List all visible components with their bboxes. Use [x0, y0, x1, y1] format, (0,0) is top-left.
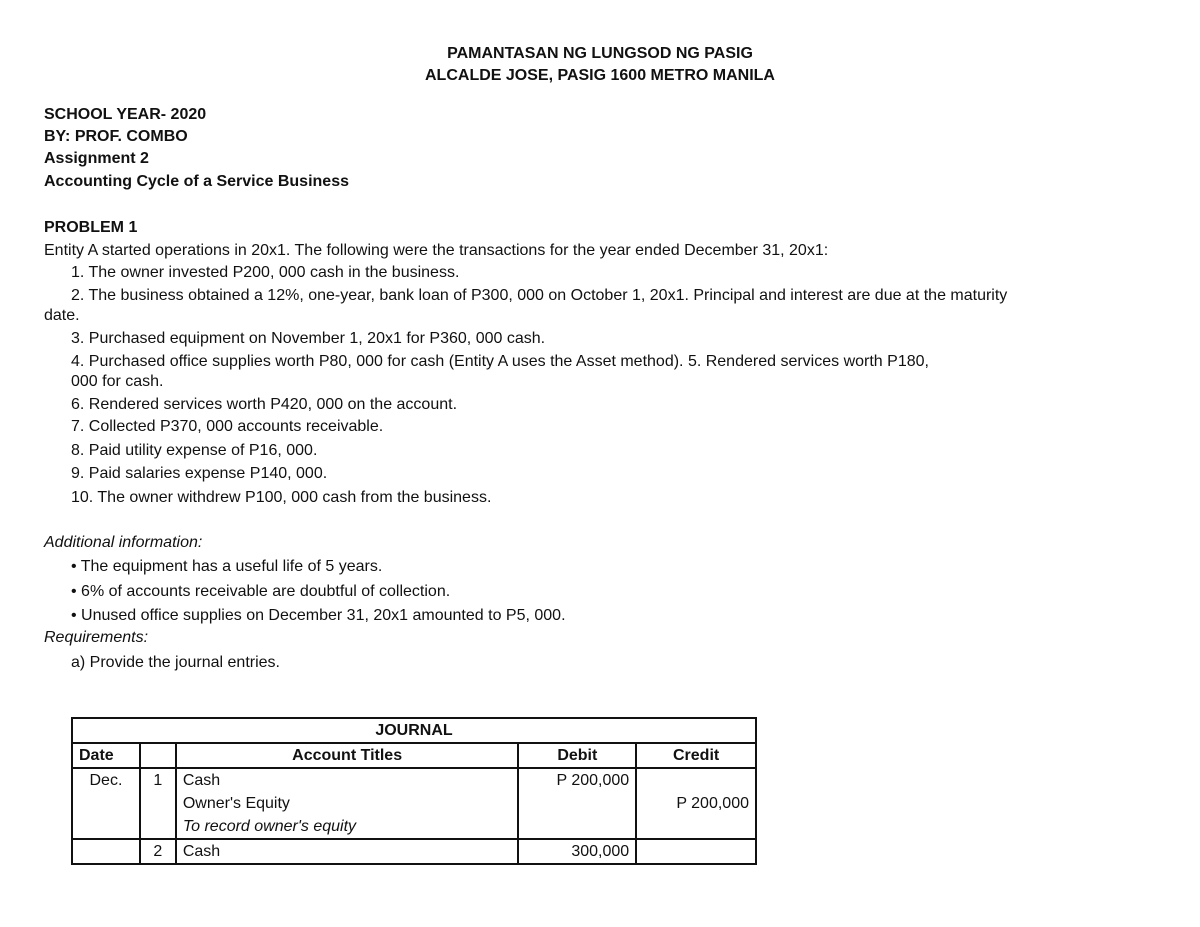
additional-info-bullet: • 6% of accounts receivable are doubtful of collection. [71, 583, 451, 600]
header-day [140, 743, 176, 768]
transaction-item: 4. Purchased office supplies worth P80, 000 for cash (Entity A uses the Asset method). 5. Rendered services worth P180, [71, 353, 929, 370]
transaction-item: 2. The business obtained a 12%, one-year, bank loan of P300, 000 on October 1, 20x1. Principal and interest are due at the maturity [71, 287, 1008, 304]
additional-info-bullet: • Unused office supplies on December 31, 20x1 amounted to P5, 000. [71, 607, 566, 624]
university-address: ALCALDE JOSE, PASIG 1600 METRO MANILA [425, 67, 775, 84]
requirements-title: Requirements: [44, 629, 149, 646]
transaction-item: 1. The owner invested P200, 000 cash in the business. [71, 264, 460, 281]
assignment-topic: Accounting Cycle of a Service Business [44, 173, 349, 190]
journal-table [71, 717, 757, 865]
transaction-item: 9. Paid salaries expense P140, 000. [71, 465, 328, 482]
entry-credit [636, 839, 756, 864]
entry-account: Cash [176, 839, 519, 864]
entry-day: 1 [140, 768, 176, 792]
transaction-item: 7. Collected P370, 000 accounts receivable. [71, 418, 384, 435]
entry-date: Dec. [72, 768, 140, 792]
header-debit: Debit [518, 743, 636, 768]
entry-day: 2 [140, 839, 176, 864]
journal-title: JOURNAL [72, 718, 756, 743]
problem-intro: Entity A started operations in 20x1. The following were the transactions for the year ended December 31, 20x1: [44, 242, 829, 259]
entry-credit: P 200,000 [636, 792, 756, 815]
transaction-item: 3. Purchased equipment on November 1, 20x1 for P360, 000 cash. [71, 330, 546, 347]
journal-title-row [72, 718, 756, 743]
additional-info-bullet: • The equipment has a useful life of 5 years. [71, 558, 383, 575]
transaction-item: 8. Paid utility expense of P16, 000. [71, 442, 318, 459]
header-date: Date [72, 743, 140, 768]
additional-info-title: Additional information: [44, 534, 203, 551]
entry-date [72, 815, 140, 839]
entry-day [140, 792, 176, 815]
problem-title: PROBLEM 1 [44, 219, 138, 236]
transaction-item: 10. The owner withdrew P100, 000 cash from the business. [71, 489, 492, 506]
entry-debit: 300,000 [518, 839, 636, 864]
transaction-item-continued: 000 for cash. [71, 373, 164, 390]
table-row [72, 839, 756, 864]
entry-credit [636, 768, 756, 792]
author: BY: PROF. COMBO [44, 128, 188, 145]
entry-debit [518, 792, 636, 815]
entry-day [140, 815, 176, 839]
entry-debit [518, 815, 636, 839]
entry-account: Owner's Equity [176, 792, 519, 815]
school-year: SCHOOL YEAR- 2020 [44, 106, 207, 123]
university-name: PAMANTASAN NG LUNGSOD NG PASIG [447, 45, 753, 62]
requirement-item: a) Provide the journal entries. [71, 654, 280, 671]
journal-header-row [72, 743, 756, 768]
table-row [72, 768, 756, 792]
transaction-item: 6. Rendered services worth P420, 000 on the account. [71, 396, 458, 413]
transaction-item-continued: date. [44, 307, 80, 324]
table-row [72, 792, 756, 815]
header-credit: Credit [636, 743, 756, 768]
entry-date [72, 839, 140, 864]
header-account-titles: Account Titles [176, 743, 519, 768]
entry-explanation: To record owner's equity [176, 815, 519, 839]
entry-account: Cash [176, 768, 519, 792]
table-row [72, 815, 756, 839]
assignment-title: Assignment 2 [44, 150, 149, 167]
entry-credit [636, 815, 756, 839]
entry-debit: P 200,000 [518, 768, 636, 792]
entry-date [72, 792, 140, 815]
